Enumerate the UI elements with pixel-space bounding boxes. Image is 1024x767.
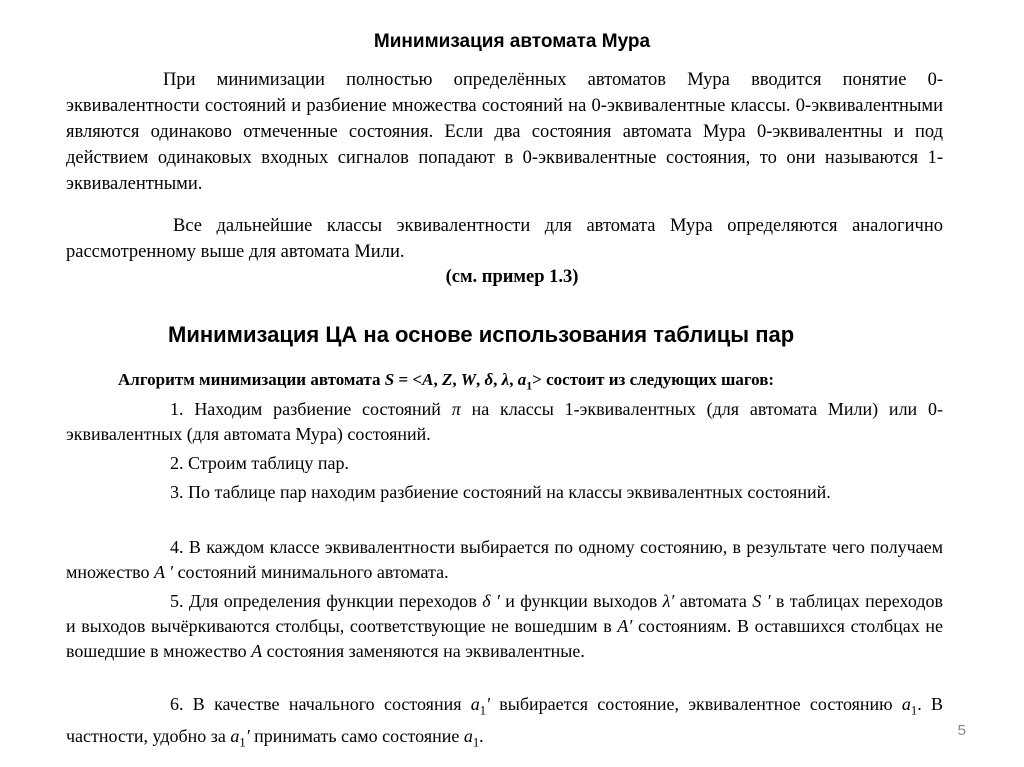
algo-comma: ,	[509, 370, 518, 389]
lambda-prime-symbol: λ′	[662, 591, 675, 611]
algo-comma: ,	[493, 370, 502, 389]
step-4-text-b: состояний минимального автомата.	[173, 562, 449, 582]
step-6-text-d: принимать само состояние	[249, 725, 464, 746]
algo-Z: Z	[441, 370, 453, 389]
moore-paragraph-1: При минимизации полностью определённых автоматов Мура вводится понятие 0-эквивалентности состояний и разбиение множества состояний на 0-эквивалентные классы. 0-эквивалентными являются одинаково отмеченные состояния. Если два состояния автомата Мура 0-эквивалентны и под действием одинаковых входных сигналов попадают в 0-эквивалентные состояния, то они называются 1-эквивалентными.	[66, 70, 943, 194]
a1-prime-symbol: a	[470, 694, 480, 714]
step-2-text: 2. Строим таблицу пар.	[170, 453, 350, 473]
A-prime-symbol: A ′	[153, 562, 174, 582]
delta-prime-symbol: δ ′	[482, 591, 500, 611]
A-symbol: A	[251, 641, 263, 661]
step-5-text-e: состояниям. В оставшихся столбцах не вошедшие в множество	[66, 616, 943, 661]
step-1-text-b: на классы 1-эквивалентных (для автомата Мили) или 0-эквивалентных (для автомата Мура) состояний.	[66, 399, 943, 444]
a1-sub: 1	[472, 735, 480, 750]
step-6-text: 6. В качестве начального состояния	[170, 694, 471, 714]
algo-A: A	[422, 370, 434, 389]
step-5-text-b: и функции выходов	[499, 591, 663, 611]
algo-prefix: Алгоритм минимизации автомата	[118, 370, 385, 389]
section-heading: Минимизация ЦА на основе использования таблицы пар	[168, 322, 795, 347]
step-1	[66, 397, 943, 447]
step-5-text-c: автомата	[674, 591, 753, 611]
step-3-text: 3. По таблице пар находим разбиение состояний на классы эквивалентных состояний.	[170, 482, 831, 502]
a1-sub: 1	[910, 703, 918, 718]
algo-eq: = <	[394, 370, 423, 389]
algo-a: a	[517, 370, 527, 389]
a1-symbol: a	[901, 694, 911, 714]
algo-lambda: λ	[501, 370, 510, 389]
step-4-text: 4. В каждом классе эквивалентности выбирается по одному состоянию, в результате чего получаем множество	[66, 537, 943, 582]
page-number: 5	[957, 722, 966, 739]
algo-a-sub: 1	[526, 378, 533, 393]
a1-sub: 1	[479, 703, 487, 718]
step-2	[66, 451, 943, 476]
algo-S: S	[384, 370, 395, 389]
a1-prime-symbol-2: a	[230, 725, 240, 746]
pi-symbol: π	[451, 399, 461, 419]
algo-comma: ,	[452, 370, 461, 389]
algo-suffix: > состоит из следующих шагов:	[532, 370, 775, 389]
prime-mark: ′	[486, 694, 491, 714]
S-prime-symbol: S ′	[752, 591, 771, 611]
step-6-text-b: выбирается состояние, эквивалентное состоянию	[490, 694, 902, 714]
step-5-text-d: в таблицах переходов и выходов вычёркиваются столбцы, соответствующие не вошедшим в	[66, 591, 943, 636]
step-5-text-f: состояния заменяются на эквивалентные.	[262, 641, 585, 661]
step-3	[66, 480, 943, 505]
page-title: Минимизация автомата Мура	[373, 31, 651, 52]
step-5-text: 5. Для определения функции переходов	[170, 591, 483, 611]
A-prime-symbol-2: A′	[617, 616, 633, 636]
algorithm-intro	[118, 370, 774, 393]
algo-comma: ,	[475, 370, 485, 389]
algo-W: W	[460, 370, 476, 389]
step-1-text: 1. Находим разбиение состояний	[170, 399, 452, 419]
step-6-text-c: . В частности, удобно за	[66, 694, 944, 746]
step-5	[66, 589, 943, 664]
algo-comma: ,	[433, 370, 442, 389]
a1-sub: 1	[239, 735, 246, 750]
step-6-text-e: .	[479, 725, 484, 746]
moore-paragraph-2: Все дальнейшие классы эквивалентности для автомата Мура определяются аналогично рассмотренному выше для автомата Мили.	[66, 216, 943, 262]
algo-delta: δ	[484, 370, 494, 389]
step-4	[66, 535, 943, 585]
a1-symbol-2: a	[463, 725, 473, 746]
example-reference: (см. пример 1.3)	[445, 267, 579, 287]
step-6	[66, 692, 943, 755]
prime-mark: ′	[245, 725, 250, 746]
